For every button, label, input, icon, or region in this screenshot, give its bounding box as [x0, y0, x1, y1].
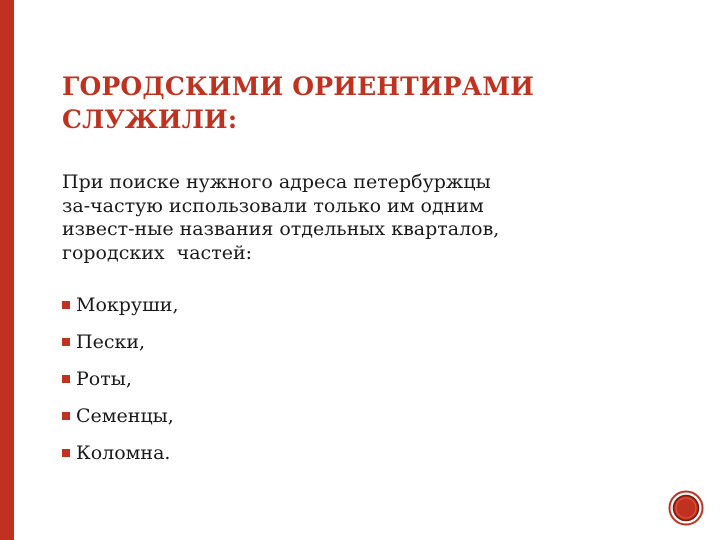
intro-paragraph	[62, 171, 662, 265]
list-item-label: Роты,	[76, 367, 132, 390]
slide-nav-button[interactable]	[668, 490, 704, 526]
square-bullet-icon	[62, 338, 70, 346]
square-bullet-icon	[62, 375, 70, 383]
list-item	[62, 397, 178, 434]
square-bullet-icon	[62, 449, 70, 457]
list-item	[62, 323, 178, 360]
list-item-label: Коломна.	[76, 441, 171, 464]
list-item-label: Семенцы,	[76, 404, 174, 427]
accent-bar	[0, 0, 14, 540]
title-line: СЛУЖИЛИ:	[62, 105, 238, 134]
list-item-label: Пески,	[76, 330, 146, 353]
list-item	[62, 360, 178, 397]
square-bullet-icon	[62, 412, 70, 420]
intro-line: за-частую использовали только им одним	[62, 194, 484, 217]
intro-line: извест-ные названия отдельных кварталов,	[62, 218, 500, 240]
list-item	[62, 286, 178, 323]
intro-line: городских частей:	[62, 241, 253, 264]
title-line: ГОРОДСКИМИ ОРИЕНТИРАМИ	[62, 72, 535, 101]
circle-nav-button-icon	[668, 490, 704, 526]
list-item-label: Мокруши,	[76, 293, 179, 316]
intro-line: При поиске нужного адреса петербуржцы	[62, 171, 491, 193]
bullet-list	[62, 286, 178, 471]
square-bullet-icon	[62, 301, 70, 309]
slide-title	[62, 70, 662, 136]
list-item	[62, 434, 178, 471]
